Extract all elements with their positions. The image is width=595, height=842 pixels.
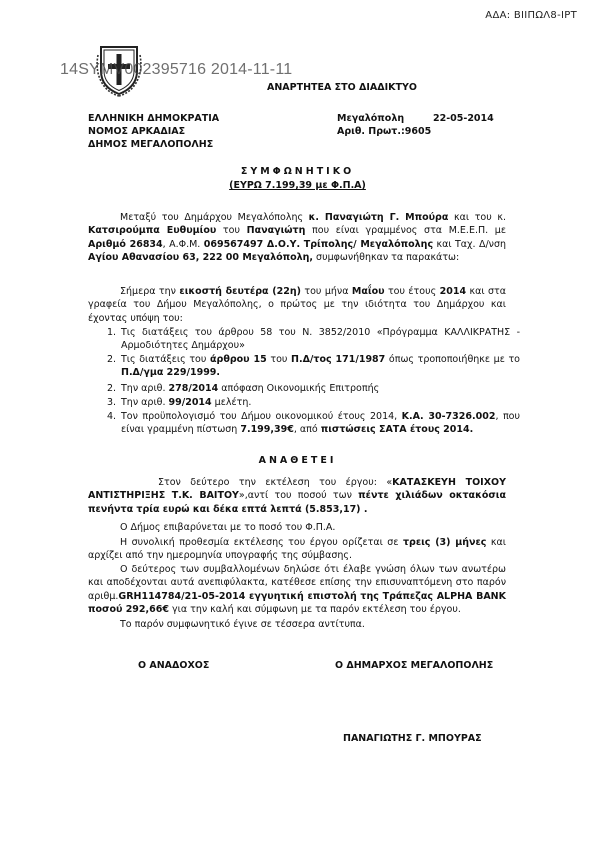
document-subtitle: (ΕΥΡΩ 7.199,39 με Φ.Π.Α) (229, 180, 366, 191)
ada-code: ΑΔΑ: ΒΙΙΠΩΛ8-ΙΡΤ (485, 10, 577, 21)
list-item: 2. Τις διατάξεις του άρθρου 15 του Π.Δ/τος 171/1987 όπως τροποποιήθηκε με το Π.Δ/γμα 229/1999. (107, 354, 520, 379)
guarantee-paragraph: Ο δεύτερος των συμβαλλομένων δηλώσε ότι έλαβε γνώση όλων των ανωτέρω και αποδέχονται αυτά ανεπιφύλακτα, κατέθεσε επίσης την επισυναπτόμενη στο παρόν αριθμ.GRH114784/21-05-2014 εγγυητική επιστολή της Τράπεζας ALPHA BANK ποσού 292,66€ για την καλή και σύμφωνη με τα παρόν εκτέλεση του έργου. (88, 564, 506, 616)
place-label: Μεγαλόπολη (337, 113, 405, 124)
copies-paragraph: Το παρόν συμφωνητικό έγινε σε τέσσερα αντίτυπα. (120, 619, 365, 630)
assign-heading: ΑΝΑΘΕΤΕΙ (258, 455, 337, 466)
document-watermark: 14SYMV002395716 2014-11-11 (60, 61, 293, 78)
document-title: ΣΥΜΦΩΝΗΤΙΚΟ (240, 166, 355, 177)
document-date: 22-05-2014 (433, 113, 494, 124)
list-item: 3. Την αριθ. 99/2014 μελέτη. (107, 397, 252, 408)
mayor-signature-label: Ο ΔΗΜΑΡΧΟΣ ΜΕΓΑΛΟΠΟΛΗΣ (335, 660, 494, 671)
protocol-label: Αριθ. Πρωτ.: (337, 126, 405, 137)
list-item: 1. Τις διατάξεις του άρθρου 58 του Ν. 3852/2010 «Πρόγραμμα ΚΑΛΛΙΚΡΑΤΗΣ - Αρμοδιότητες Δημάρχου» (107, 327, 520, 352)
posting-notice: ΑΝΑΡΤΗΤΕΑ ΣΤΟ ΔΙΑΔΙΚΤΥΟ (267, 82, 417, 93)
list-item: 2. Την αριθ. 278/2014 απόφαση Οικονομικής Επιτροπής (107, 383, 380, 394)
mayor-name: ΠΑΝΑΓΙΩΤΗΣ Γ. ΜΠΟΥΡΑΣ (343, 733, 482, 744)
vat-paragraph: Ο Δήμος επιβαρύνεται με το ποσό του Φ.Π.Α. (120, 522, 336, 533)
deadline-paragraph: Η συνολική προθεσμία εκτέλεσης του έργου ορίζεται σε τρεις (3) μήνες και αρχίζει από την ημερομηνία υπογραφής της σύμβασης. (88, 537, 506, 562)
protocol-number: 9605 (404, 126, 432, 137)
list-item: 4. Τον προϋπολογισμό του Δήμου οικονομικού έτους 2014, Κ.Α. 30-7326.002, που είναι γραμμένη πίστωση 7.199,39€, από πιστώσεις ΣΑΤΑ έτους 2014. (107, 411, 520, 436)
date-protocol-block (337, 112, 494, 138)
issuer-block (88, 112, 219, 151)
assign-paragraph: Στον δεύτερο την εκτέλεση του έργου: «ΚΑΤΑΣΚΕΥΗ ΤΟΙΧΟΥ ΑΝΤΙΣΤΗΡΙΞΗΣ Τ.Κ. ΒΑΙΤΟΥ»,αντί του ποσού των πέντε χιλιάδων οκτακόσια πενήντα τρία ευρώ και δέκα επτά λεπτά (5.853,17) . (88, 477, 506, 515)
contractor-signature-label: Ο ΑΝΑΔΟΧΟΣ (138, 660, 210, 671)
today-paragraph: Σήμερα την εικοστή δευτέρα (22η) του μήνα Μαΐου του έτους 2014 και στα γραφεία του Δήμου Μεγαλόπολης, ο πρώτος με την ιδιότητα του Δημάρχου και έχοντας υπόψη του: (88, 286, 507, 324)
issuer-line: ΕΛΛΗΝΙΚΗ ΔΗΜΟΚΡΑΤΙΑ (88, 113, 220, 124)
issuer-line: ΝΟΜΟΣ ΑΡΚΑΔΙΑΣ (88, 126, 186, 137)
issuer-line: ΔΗΜΟΣ ΜΕΓΑΛΟΠΟΛΗΣ (88, 139, 214, 150)
intro-paragraph: Μεταξύ του Δημάρχου Μεγαλόπολης κ. Παναγιώτη Γ. Μπούρα και του κ. Κατσιρούμπα Ευθυμίου του Παναγιώτη που είναι γραμμένος στα Μ.Ε.Ε.Π. με Αριθμό 26834, Α.Φ.Μ. 069567497 Δ.Ο.Υ. Τρίπολης/ Μεγαλόπολης και Ταχ. Δ/νση Αγίου Αθανασίου 63, 222 00 Μεγαλόπολη, συμφωνήθηκαν τα παρακάτω: (88, 212, 507, 264)
